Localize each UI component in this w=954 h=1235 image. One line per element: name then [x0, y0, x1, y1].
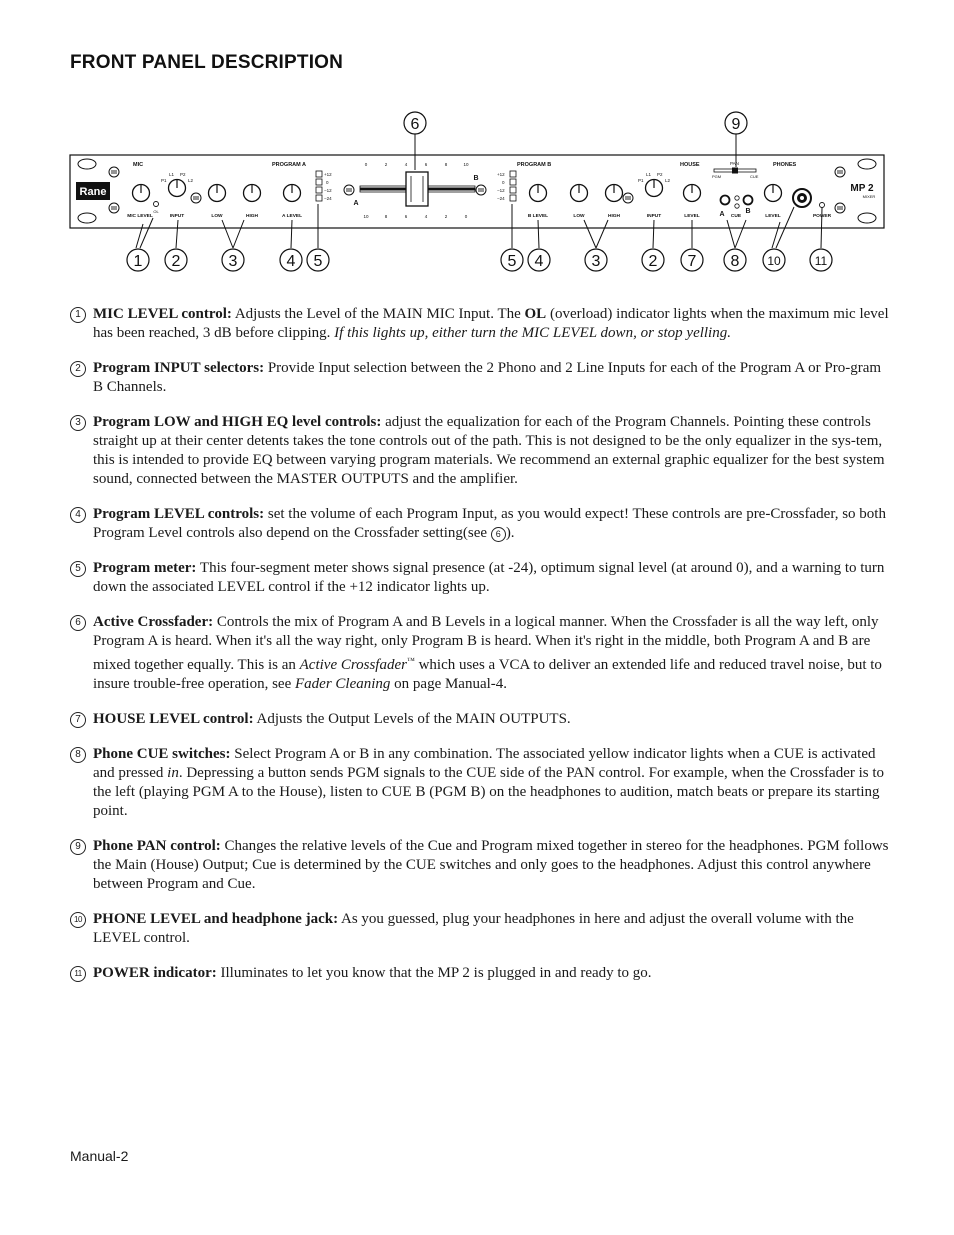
list-item [70, 305, 890, 343]
meter-label: 0 [326, 180, 329, 185]
label-b-level: B LEVEL [527, 214, 549, 219]
list-item [70, 359, 890, 397]
screw-icon [109, 167, 119, 177]
item-text: Adjusts the Level of the MAIN MIC Input. The [231, 306, 525, 322]
description-list [70, 305, 890, 999]
label-low-b: LOW [573, 214, 585, 219]
section-program-b: PROGRAM B [517, 162, 552, 168]
trademark-mark: ™ [406, 656, 415, 665]
front-panel-diagram [0, 100, 954, 290]
item-text: set the volume of each Program Input, as you would expect! These controls are pre-Crossfader, so both Program Level controls also depend on the Crossfader setting(see [93, 506, 886, 541]
item-text: Provide Input selection between the 2 Phono and 2 Line Inputs for each of the Program A or Pro-gram B Channels. [93, 360, 882, 395]
item-title: Program meter: [93, 560, 197, 576]
input-mark: L2 [665, 178, 671, 183]
meter-label: −24 [497, 196, 505, 201]
list-item [70, 559, 890, 597]
cue-small-label: CUE [750, 174, 759, 179]
item-title: HOUSE LEVEL control: [93, 711, 254, 727]
label-power: POWER [812, 214, 832, 219]
list-item [70, 505, 890, 543]
phones-level-knob[interactable] [765, 185, 782, 202]
cue-a-indicator [735, 196, 739, 200]
fader-top-tick: 6 [424, 162, 428, 167]
cue-b-indicator [735, 204, 739, 208]
list-item [70, 910, 890, 948]
section-program-a: PROGRAM A [272, 162, 307, 168]
crossfader-knob[interactable] [406, 172, 428, 206]
meter-label: −24 [324, 196, 332, 201]
item-text: Changes the relative levels of the Cue and Program mixed together in stereo for the headphones. PGM follows the Main (House) Output; Cue is determined by the CUE switches and only goes to the headphones. Adjust this control anywhere between Program and Cue. [93, 838, 889, 892]
callout-label: 5 [507, 253, 517, 270]
item-text: adjust the equalization for each of the Program Channels. Pointing these controls straight up at their center detents takes the tone controls out of the path. This is not designed to be the only equalizer in the sys-tem, this is intended to provide EQ between varying program materials. We recommend an external graphic equalizer for the best system sound, connected between the MASTER OUTPUTS and the amplifier. [93, 414, 885, 487]
item-text-italic: Active Crossfader [299, 657, 407, 673]
ol-label: OL [153, 209, 159, 214]
fader-bottom-tick: 8 [384, 214, 388, 219]
rack-slot [858, 159, 876, 169]
item-text-italic: in [167, 765, 179, 781]
item-number: 9 [70, 839, 86, 855]
program-a-level-knob[interactable] [284, 185, 301, 202]
fader-top-tick: 10 [463, 162, 469, 167]
rack-slot [78, 213, 96, 223]
label-a-level: A LEVEL [281, 214, 303, 219]
fader-top-tick: 4 [404, 162, 408, 167]
item-text: Select Program A or B in any combination. The associated yellow indicator lights when a CUE is activated and pressed [93, 746, 876, 781]
pan-slider-thumb[interactable] [732, 168, 738, 174]
item-title: Phone PAN control: [93, 838, 221, 854]
callout-label: 7 [687, 253, 697, 270]
screw-icon [344, 185, 354, 195]
program-b-low-knob[interactable] [571, 185, 588, 202]
fader-top-tick: 8 [444, 162, 448, 167]
section-mic: MIC [133, 162, 144, 168]
meter-label: +12 [324, 172, 332, 177]
label-high-a: HIGH [246, 214, 258, 219]
meter-label: −12 [324, 188, 332, 193]
list-item [70, 745, 890, 821]
section-house: HOUSE [680, 162, 700, 168]
item-text: on page Manual-4. [390, 676, 508, 692]
item-title: Program LOW and HIGH EQ level controls: [93, 414, 382, 430]
meter-label: −12 [497, 188, 505, 193]
label-phones-level: LEVEL [765, 214, 781, 219]
callout-label: 8 [730, 253, 740, 270]
item-number: 11 [70, 966, 86, 982]
item-text: . Depressing a button sends PGM signals to the CUE side of the PAN control. For example, when the Crossfader is to the left (playing PGM A to the House), listen to CUE B (PGM B) on the headphones to audition, match beats or prepare its starting point. [93, 765, 885, 819]
screw-icon [623, 193, 633, 203]
page-title: FRONT PANEL DESCRIPTION [70, 52, 344, 73]
item-text: (overload) indicator lights when the maximum mic level has been reached, 3 dB before clipping. [93, 306, 889, 341]
item-text: As you guessed, plug your headphones in here and adjust the overall volume with the LEVEL control. [93, 911, 854, 946]
program-a-high-knob[interactable] [244, 185, 261, 202]
program-b-level-knob[interactable] [530, 185, 547, 202]
fader-top-tick: 2 [384, 162, 388, 167]
input-mark: P2 [180, 172, 186, 177]
screw-icon [109, 203, 119, 213]
item-text: Adjusts the Output Levels of the MAIN OUTPUTS. [253, 711, 571, 727]
list-item [70, 837, 890, 894]
item-number: 2 [70, 361, 86, 377]
callout-label: 5 [313, 253, 323, 270]
fader-b-label: B [473, 175, 479, 182]
program-a-input-selector[interactable] [169, 180, 186, 197]
pgm-label: PGM [712, 174, 722, 179]
screw-icon [835, 203, 845, 213]
meter-label: 0 [502, 180, 505, 185]
item-text-italic: Fader Cleaning [295, 676, 391, 692]
rack-slot [78, 159, 96, 169]
item-text: This four-segment meter shows signal presence (at -24), optimum signal level (at around 0), and a warning to turn down the associated LEVEL control if the +12 indicator lights up. [93, 560, 885, 595]
rack-slot [858, 213, 876, 223]
item-number: 6 [70, 615, 86, 631]
callout-label: 3 [228, 253, 238, 270]
item-number: 8 [70, 747, 86, 763]
item-title: MIC LEVEL control: [93, 306, 232, 322]
item-title: Program INPUT selectors: [93, 360, 265, 376]
item-number: 7 [70, 712, 86, 728]
model-name: MP 2 [850, 183, 874, 194]
cue-b-switch[interactable] [744, 196, 753, 205]
label-low-a: LOW [211, 214, 223, 219]
house-level-knob[interactable] [684, 185, 701, 202]
label-high-b: HIGH [608, 214, 620, 219]
input-mark: P1 [638, 178, 644, 183]
callout-label: 9 [731, 116, 741, 133]
item-text-italic: If this lights up, either turn the MIC LEVEL down, or stop yelling. [334, 325, 731, 341]
mic-level-knob[interactable] [133, 185, 150, 202]
brand-logo-text: Rane [79, 186, 107, 198]
item-number: 5 [70, 561, 86, 577]
input-mark: L1 [646, 172, 652, 177]
input-mark: L2 [188, 178, 194, 183]
callout-label: 3 [591, 253, 601, 270]
list-item [70, 413, 890, 489]
item-title: POWER indicator: [93, 965, 217, 981]
fader-bottom-tick: 10 [363, 214, 369, 219]
fader-top-tick: 0 [364, 162, 368, 167]
label-input-b: INPUT [646, 214, 662, 219]
fader-a-label: A [353, 200, 359, 207]
item-title: Active Crossfader: [93, 614, 214, 630]
callout-label: 2 [171, 253, 181, 270]
program-b-input-selector[interactable] [646, 180, 663, 197]
label-cue: CUE [730, 214, 742, 219]
section-pan: PAN [730, 161, 739, 166]
screw-icon [476, 185, 486, 195]
callout-label: 2 [648, 253, 658, 270]
item-number: 4 [70, 507, 86, 523]
power-indicator [820, 203, 825, 208]
callout-label: 11 [814, 254, 828, 268]
label-input-a: INPUT [169, 214, 185, 219]
fader-bottom-tick: 4 [424, 214, 428, 219]
cue-a-switch[interactable] [721, 196, 730, 205]
item-number: 10 [70, 912, 86, 928]
item-number: 1 [70, 307, 86, 323]
item-number: 3 [70, 415, 86, 431]
ol-indicator [154, 202, 159, 207]
item-text-bold: OL [524, 306, 547, 322]
cue-b-label: B [745, 208, 751, 215]
item-text: Illuminates to let you know that the MP 2 is plugged in and ready to go. [216, 965, 652, 981]
callout-label: 4 [534, 253, 544, 270]
input-mark: P2 [657, 172, 663, 177]
input-mark: P1 [161, 178, 167, 183]
screw-icon [835, 167, 845, 177]
program-a-low-knob[interactable] [209, 185, 226, 202]
callout-label: 6 [410, 116, 420, 133]
cue-a-label: A [719, 211, 725, 218]
item-text: ). [505, 525, 515, 541]
program-b-high-knob[interactable] [606, 185, 623, 202]
fader-bottom-tick: 2 [444, 214, 448, 219]
item-text: which uses a VCA to deliver an extended life and reduced travel noise, but to insure trouble-free operation, see [93, 657, 882, 692]
list-item [70, 613, 890, 694]
fader-bottom-tick: 6 [404, 214, 408, 219]
item-title: Phone CUE switches: [93, 746, 231, 762]
meter-label: +12 [497, 172, 505, 177]
fader-bottom-tick: 0 [464, 214, 468, 219]
section-phones: PHONES [773, 162, 797, 168]
item-title: PHONE LEVEL and headphone jack: [93, 911, 339, 927]
item-ref-circle: 6 [491, 527, 506, 542]
list-item [70, 964, 890, 983]
page-number: Manual-2 [70, 1148, 129, 1164]
screw-icon [191, 193, 201, 203]
item-title: Program LEVEL controls: [93, 506, 265, 522]
callout-label: 1 [133, 253, 143, 270]
input-mark: L1 [169, 172, 175, 177]
label-mic-level: MIC LEVEL [127, 214, 153, 219]
list-item [70, 710, 890, 729]
item-text: Controls the mix of Program A and B Levels in a logical manner. When the Crossfader is all the way left, only Program A is heard. When it's all the way right, only Program B is heard. When it's right in the middle, both Program A and B are mixed together equally. This is an [93, 614, 879, 673]
label-house-level: LEVEL [684, 214, 700, 219]
callout-label: 4 [286, 253, 296, 270]
model-sub: MIXER [862, 194, 876, 199]
callout-label: 10 [767, 254, 781, 268]
